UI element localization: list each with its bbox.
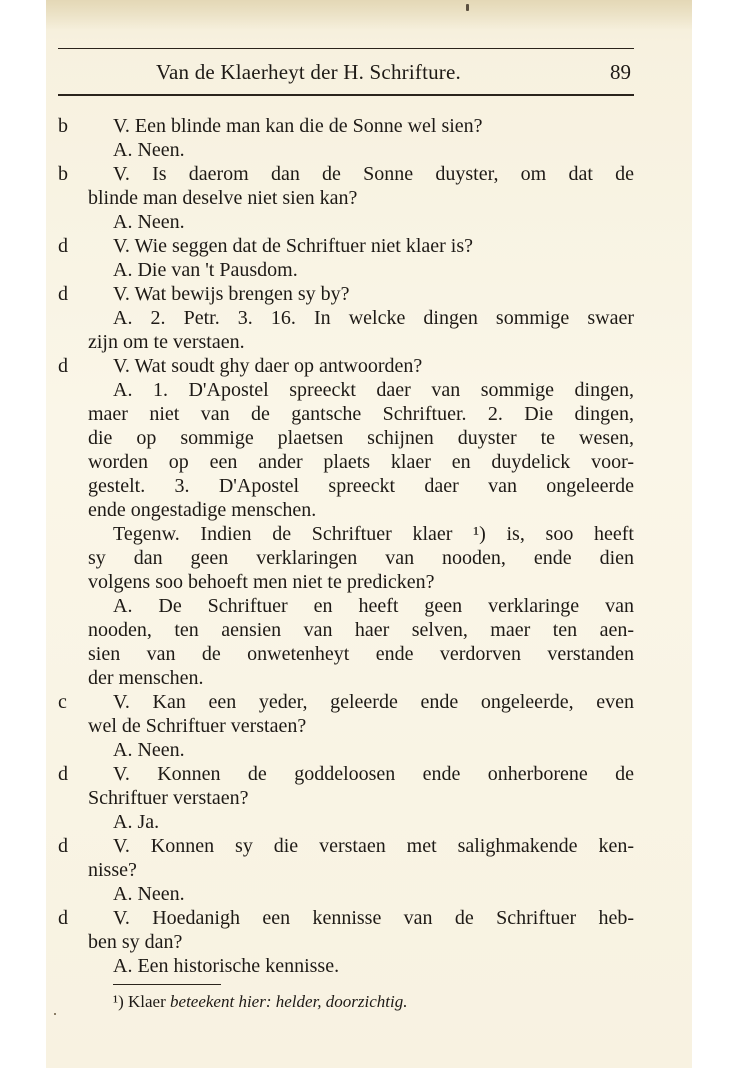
line-text: wel de Schriftuer verstaen?	[88, 715, 307, 737]
text-line	[46, 618, 692, 642]
header-rule-top	[58, 48, 634, 49]
text-line	[46, 474, 692, 498]
line-text: volgens soo behoeft men niet te predicken?	[88, 571, 435, 593]
page-number: 89	[610, 60, 631, 84]
margin-marker: d	[58, 835, 68, 857]
text-line	[46, 930, 692, 954]
line-text: blinde man deselve niet sien kan?	[88, 187, 358, 209]
line-text: zijn om te verstaen.	[88, 331, 245, 353]
margin-marker: d	[58, 283, 68, 305]
text-line	[46, 282, 692, 306]
line-text: A. Ja.	[113, 811, 160, 833]
text-line	[46, 762, 692, 786]
line-text: sien van de onwetenheyt ende verdorven verstanden	[88, 643, 634, 665]
footnote-mark: ¹)	[113, 992, 124, 1011]
line-text: sy dan geen verklaringen van nooden, ende dien	[88, 547, 634, 569]
line-text: maer niet van de gantsche Schriftuer. 2. Die dingen,	[88, 403, 634, 425]
line-text: V. Wat soudt ghy daer op antwoorden?	[113, 355, 423, 377]
line-text: gestelt. 3. D'Apostel spreeckt daer van ongeleerde	[88, 475, 634, 497]
text-line	[46, 546, 692, 570]
text-line	[46, 906, 692, 930]
text-line	[46, 234, 692, 258]
line-text: V. Konnen de goddeloosen ende onherborene de	[113, 763, 634, 785]
margin-marker: b	[58, 115, 68, 137]
text-line	[46, 402, 692, 426]
line-text: nisse?	[88, 859, 137, 881]
line-text: A. Neen.	[113, 739, 185, 761]
text-line	[46, 378, 692, 402]
line-text: A. Die van 't Pausdom.	[113, 259, 298, 281]
text-line	[46, 186, 692, 210]
text-line	[46, 426, 692, 450]
line-text: A. Neen.	[113, 139, 185, 161]
text-line	[46, 786, 692, 810]
text-line	[46, 450, 692, 474]
line-text: worden op een ander plaets klaer en duydelick voor-	[88, 451, 634, 473]
line-text: A. Neen.	[113, 211, 185, 233]
footnote	[113, 992, 408, 1012]
text-line	[46, 258, 692, 282]
line-text: nooden, ten aensien van haer selven, maer ten aen-	[88, 619, 634, 641]
text-line	[46, 882, 692, 906]
paper-speck	[54, 1013, 56, 1015]
line-text: V. Is daerom dan de Sonne duyster, om dat de	[113, 163, 634, 185]
text-line	[46, 714, 692, 738]
text-line	[46, 498, 692, 522]
text-line	[46, 114, 692, 138]
line-text: V. Hoedanigh een kennisse van de Schriftuer heb-	[113, 907, 634, 929]
catechism-text	[46, 114, 692, 978]
line-text: ben sy dan?	[88, 931, 183, 953]
text-line	[46, 210, 692, 234]
line-text: Tegenw. Indien de Schriftuer klaer ¹) is, soo heeft	[113, 523, 634, 545]
footnote-term: Klaer	[128, 992, 166, 1011]
text-line	[46, 594, 692, 618]
margin-marker: b	[58, 163, 68, 185]
text-line	[46, 522, 692, 546]
text-line	[46, 834, 692, 858]
text-line	[46, 954, 692, 978]
text-line	[46, 666, 692, 690]
line-text: V. Konnen sy die verstaen met salighmakende ken-	[113, 835, 634, 857]
text-line	[46, 138, 692, 162]
margin-marker: d	[58, 907, 68, 929]
book-page	[46, 0, 692, 1068]
header-rule-bottom	[58, 94, 634, 96]
line-text: A. 2. Petr. 3. 16. In welcke dingen sommige swaer	[113, 307, 634, 329]
line-text: V. Een blinde man kan die de Sonne wel sien?	[113, 115, 483, 137]
line-text: A. Neen.	[113, 883, 185, 905]
text-line	[46, 690, 692, 714]
margin-marker: c	[58, 691, 67, 713]
text-line	[46, 330, 692, 354]
line-text: die op sommige plaetsen schijnen duyster te wesen,	[88, 427, 634, 449]
line-text: ende ongestadige menschen.	[88, 499, 317, 521]
footnote-rule	[113, 984, 221, 985]
text-line	[46, 738, 692, 762]
running-title: Van de Klaerheyt der H. Schrifture.	[156, 60, 461, 84]
text-line	[46, 354, 692, 378]
line-text: V. Wie seggen dat de Schriftuer niet klaer is?	[113, 235, 474, 257]
margin-marker: d	[58, 763, 68, 785]
text-line	[46, 858, 692, 882]
margin-marker: d	[58, 235, 68, 257]
line-text: A. 1. D'Apostel spreeckt daer van sommige dingen,	[113, 379, 634, 401]
ink-mark	[466, 4, 469, 11]
line-text: V. Kan een yeder, geleerde ende ongeleerde, even	[113, 691, 634, 713]
footnote-gloss: beteekent hier: helder, doorzichtig.	[170, 992, 408, 1011]
text-line	[46, 570, 692, 594]
line-text: V. Wat bewijs brengen sy by?	[113, 283, 350, 305]
text-line	[46, 162, 692, 186]
text-line	[46, 306, 692, 330]
line-text: Schriftuer verstaen?	[88, 787, 249, 809]
margin-marker: d	[58, 355, 68, 377]
text-line	[46, 810, 692, 834]
line-text: A. De Schriftuer en heeft geen verklaringe van	[113, 595, 634, 617]
page-top-shading	[46, 0, 692, 30]
line-text: der menschen.	[88, 667, 204, 689]
line-text: A. Een historische kennisse.	[113, 955, 340, 977]
text-line	[46, 642, 692, 666]
